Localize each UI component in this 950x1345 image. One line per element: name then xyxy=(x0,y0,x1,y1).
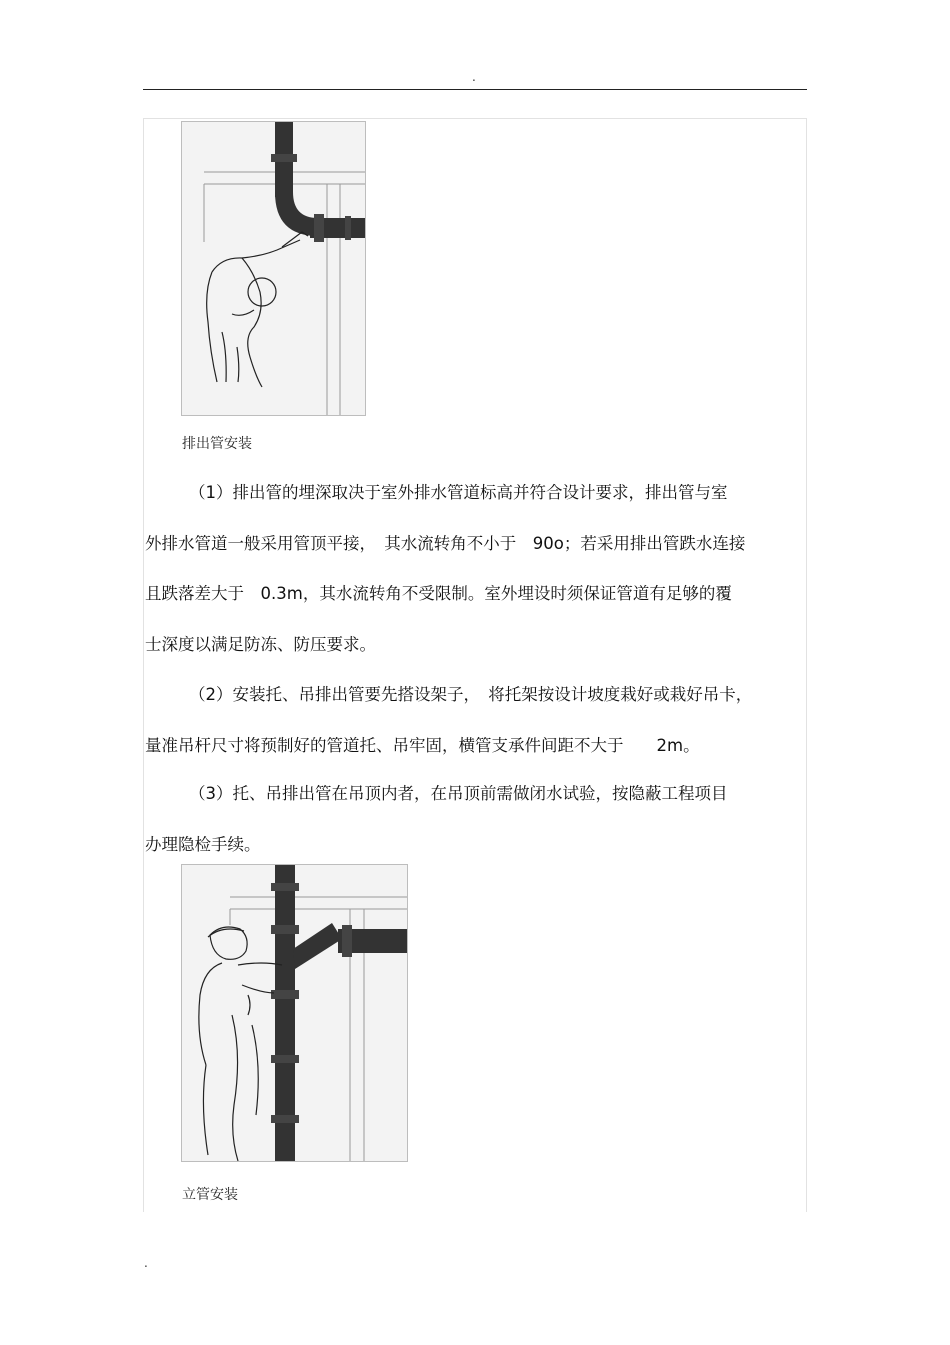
header-rule xyxy=(143,89,807,90)
paragraph-3-line-1: （3）托、吊排出管在吊顶内者，在吊顶前需做闭水试验，按隐蔽工程项目 xyxy=(189,784,728,803)
figure-riser-installation xyxy=(181,864,408,1162)
figure2-caption: 立管安装 xyxy=(182,1187,238,1203)
paragraph-1-line-2: 外排水管道一般采用管顶平接， 其水流转角不小于 90o；若采用排出管跌水连接 xyxy=(145,533,746,553)
paragraph-3 xyxy=(145,769,805,870)
drain-pipe-illustration xyxy=(182,122,365,415)
figure-drain-pipe-installation xyxy=(181,121,366,416)
paragraph-1-line-4: 士深度以满足防冻、防压要求。 xyxy=(145,634,376,654)
footer-mark: . xyxy=(144,1256,148,1270)
paragraph-1 xyxy=(145,468,805,670)
header-mark: . xyxy=(472,70,476,84)
paragraph-2-line-1: （2）安装托、吊排出管要先搭设架子， 将托架按设计坡度栽好或栽好吊卡， xyxy=(189,685,753,704)
figure1-caption: 排出管安装 xyxy=(182,436,252,452)
paragraph-1-line-3: 且跌落差大于 0.3m，其水流转角不受限制。室外埋设时须保证管道有足够的覆 xyxy=(145,584,732,603)
paragraph-3-line-2: 办理隐检手续。 xyxy=(145,834,261,854)
paragraph-2-line-2: 量准吊杆尺寸将预制好的管道托、吊牢固，横管支承件间距不大于 2m。 xyxy=(145,735,700,755)
riser-pipe-illustration xyxy=(182,865,407,1161)
paragraph-2 xyxy=(145,670,805,771)
paragraph-1-line-1: （1）排出管的埋深取决于室外排水管道标高并符合设计要求，排出管与室 xyxy=(189,483,728,502)
